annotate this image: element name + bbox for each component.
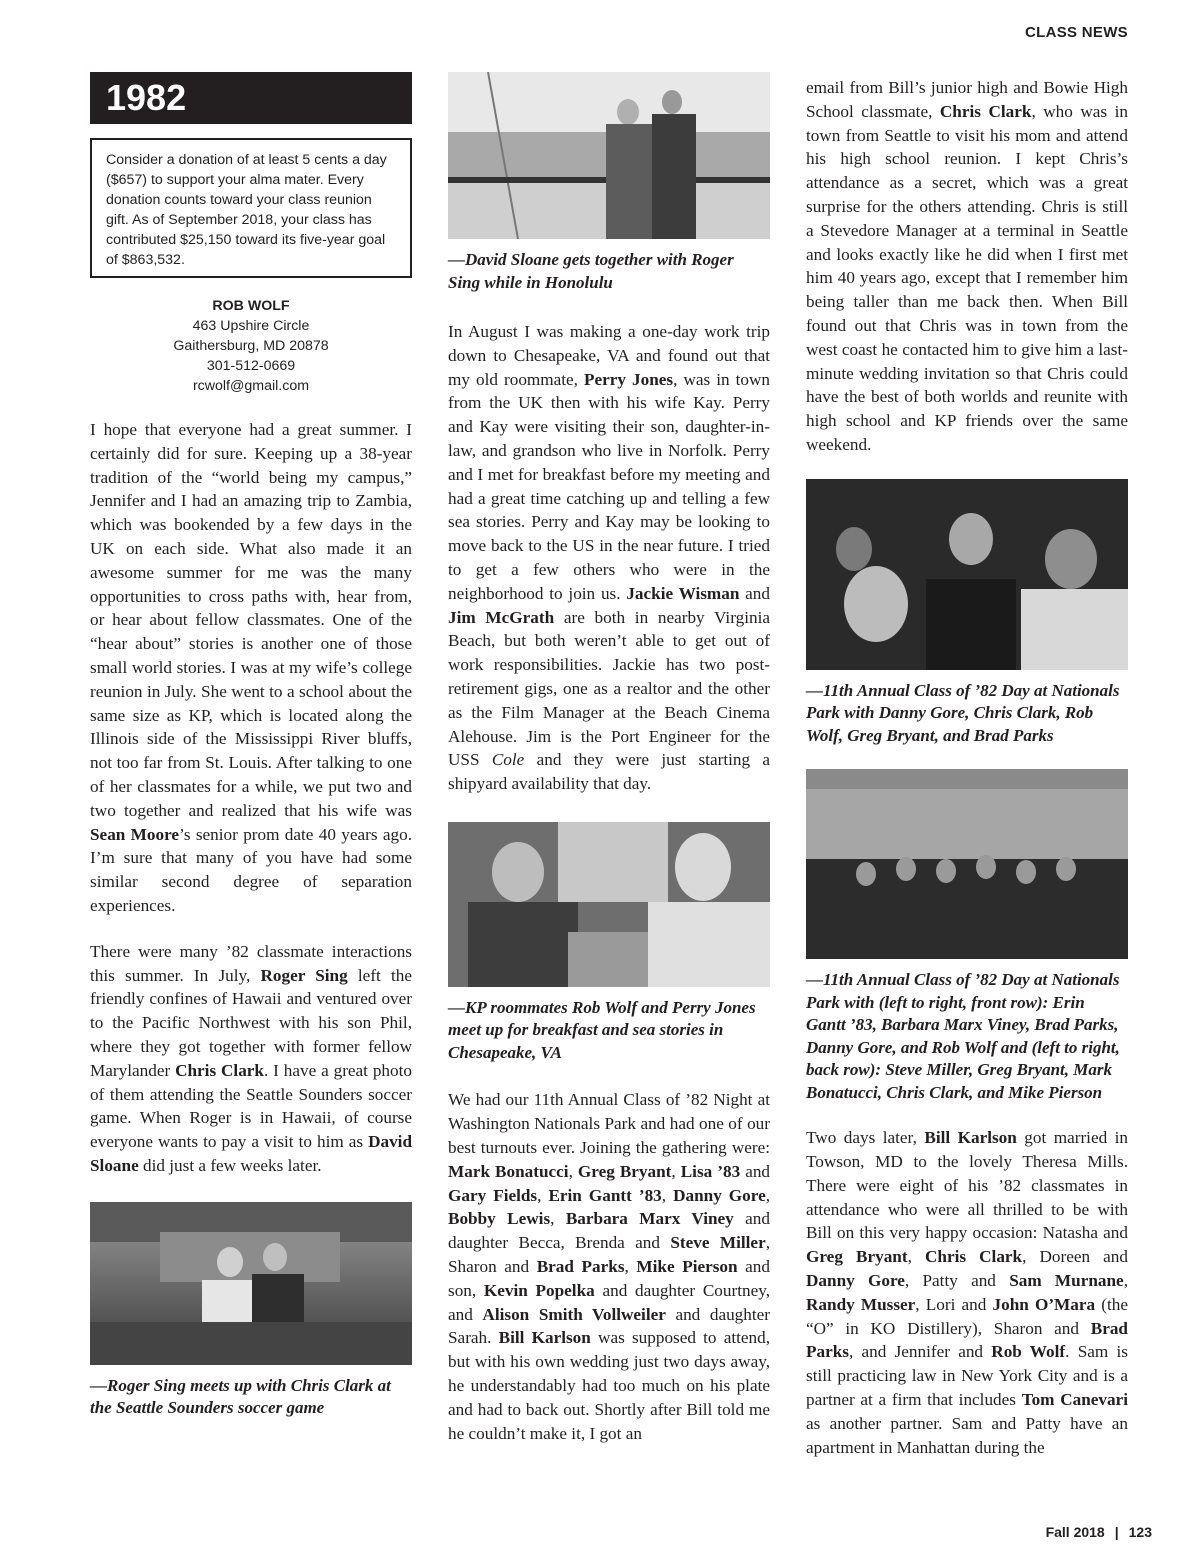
- paragraph-summer: I hope that everyone had a great summer. I certainly did for sure. Keeping up a 38-year tradition of the “world being my campus,” Jennifer and I had an amazing trip to Zambia, which was bookended by a few days in the UK on each side. What also made it an awesome summer for me was the many opportunities to cross paths with, hear from, or hear about fellow classmates. One of the “hear about” stories is another one of those small world stories. I was at my wife’s college reunion in July. She went to a school about the same size as KP, which is located along the Illinois side of the Mississippi River bluffs, not too far from St. Louis. After talking to one of her classmates for a while, we put two and two together and realized that his wife was Sean Moore’s senior prom date 40 years ago. I’m sure that many of you have had some similar second degree of separation experiences.: [90, 420, 413, 915]
- paragraph-chesapeake: In August I was making a one-day work trip down to Chesapeake, VA and found out that my old roommate, Perry Jones, was in town from the UK then with his wife Kay. Perry and Kay were visiting their son, daughter-in-law, and grandson who live in Norfolk. Perry and I met for breakfast before my meeting and had a great time catching up and telling a few sea stories. Perry and Kay may be looking to move back to the US in the near future. I tried to get a few others who were in the neighborhood to join us. Jackie Wisman and Jim McGrath are both in nearby Virginia Beach, but both weren’t able to get out of work responsibilities. Jackie has two post-retirement gigs, one as a realtor and the other as the Film Manager at the Beach Cinema Alehouse. Jim is the Port Engineer for the USS Cole and they were just starting a shipyard availability that day.: [448, 322, 771, 794]
- column-3: [806, 76, 1128, 1459]
- photo-breakfast: [448, 822, 770, 987]
- caption-honolulu: —David Sloane gets together with Roger Sing while in Honolulu: [448, 250, 734, 292]
- class-contact: [90, 296, 412, 396]
- caption-sounders: —Roger Sing meets up with Chris Clark at the Seattle Sounders soccer game: [90, 1375, 391, 1418]
- contact-email: rcwolf@gmail.com: [192, 378, 310, 394]
- issue-label: Fall 2018: [1045, 1524, 1105, 1540]
- photo-nationals-group: [806, 769, 1128, 959]
- diner-photo-icon: [448, 822, 770, 987]
- donation-box: Consider a donation of at least 5 cents a day ($657) to support your alma mater. Every donation counts toward your class reunion gift. As of September 2018, your class has contributed $25,150 toward its five-year goal of $863,532.: [90, 138, 412, 278]
- caption-nationals-1: —11th Annual Class of ’82 Day at Nationals Park with Danny Gore, Chris Clark, Rob Wolf, Greg Bryant, and Brad Parks: [806, 680, 1120, 745]
- photo-seattle-sounders: [90, 1202, 412, 1365]
- contact-city: Gaithersburg, MD 20878: [173, 338, 329, 354]
- contact-phone: 301-512-0669: [206, 358, 296, 374]
- paragraph-nationals: We had our 11th Annual Class of ’82 Night at Washington Nationals Park and had one of our best turnouts ever. Joining the gathering were: Mark Bonatucci, Greg Bryant, Lisa ’83 and Gary Fields, Erin Gantt ’83, Danny Gore, Bobby Lewis, Barbara Marx Viney and daughter Becca, Brenda and Steve Miller, Sharon and Brad Parks, Mike Pierson and son, Kevin Popelka and daughter Courtney, and Alison Smith Vollweiler and daughter Sarah. Bill Karlson was supposed to attend, but with his own wedding just two days away, he understandably had too much on his plate and had to back out. Shortly after Bill told me he couldn’t make it, I got an: [448, 1090, 771, 1443]
- caption-nationals-2: —11th Annual Class of ’82 Day at Nationals Park with (left to right, front row): Erin Gantt ’83, Barbara Marx Viney, Brad Parks, Danny Gore, and Rob Wolf and (left to right, back row): Steve Miller, Greg Bryant, Mark Bonatucci, Chris Clark, and Mike Pierson: [806, 970, 1120, 1102]
- column-1: [90, 72, 412, 1420]
- paragraph-wedding: Two days later, Bill Karlson got married in Towson, MD to the lovely Theresa Mills. There were eight of his ’82 classmates in attendance who were all thrilled to be with Bill on this very happy occasion: Natasha and Greg Bryant, Chris Clark, Doreen and Danny Gore, Patty and Sam Murnane, Randy Musser, Lori and John O’Mara (the “O” in KO Distillery), Sharon and Brad Parks, and Jennifer and Rob Wolf. Sam is still practicing law in New York City and is a partner at a firm that includes Tom Canevari as another partner. Sam and Patty have an apartment in Manhattan during the: [806, 1128, 1129, 1457]
- caption-breakfast: —KP roommates Rob Wolf and Perry Jones meet up for breakfast and sea stories in Chesapeake, VA: [448, 997, 756, 1062]
- paragraph-chris-clark: email from Bill’s junior high and Bowie High School classmate, Chris Clark, who was in town from Seattle to visit his mom and attend his high school reunion. I kept Chris’s attendance as a secret, which was a great surprise for the others attending. Chris is still a Stevedore Manager at a terminal in Seattle and looks exactly like he did when I first met him 40 years ago, except that I remember him being taller than me back then. When Bill found out that Chris was in town from the west coast he contacted him to give him a last-minute wedding invitation so that Chris could have the best of both worlds and reunite with high school and KP friends over the same weekend.: [806, 78, 1128, 454]
- group-photo-icon: [806, 769, 1128, 959]
- page-number: 123: [1128, 1524, 1152, 1540]
- contact-street: 463 Upshire Circle: [192, 318, 310, 334]
- beach-photo-icon: [448, 72, 770, 239]
- photo-nationals-selfie: [806, 479, 1128, 670]
- paragraph-interactions: There were many ’82 classmate interactions this summer. In July, Roger Sing left the friendly confines of Hawaii and ventured over to the Pacific Northwest with his son Phil, where they got together with former fellow Marylander Chris Clark. I have a great photo of them attending the Seattle Sounders soccer game. When Roger is in Hawaii, of course everyone wants to pay a visit to him as David Sloane did just a few weeks later.: [90, 941, 413, 1175]
- class-year-banner: 1982: [90, 72, 412, 124]
- photo-honolulu: [448, 72, 770, 239]
- column-2: [448, 72, 770, 1445]
- page-footer: Fall 2018 | 123: [1045, 1524, 1152, 1540]
- stadium-selfie-icon: [806, 479, 1128, 670]
- contact-name: ROB WOLF: [212, 298, 290, 314]
- section-header: CLASS NEWS: [1024, 24, 1128, 41]
- stadium-photo-icon: [90, 1202, 412, 1365]
